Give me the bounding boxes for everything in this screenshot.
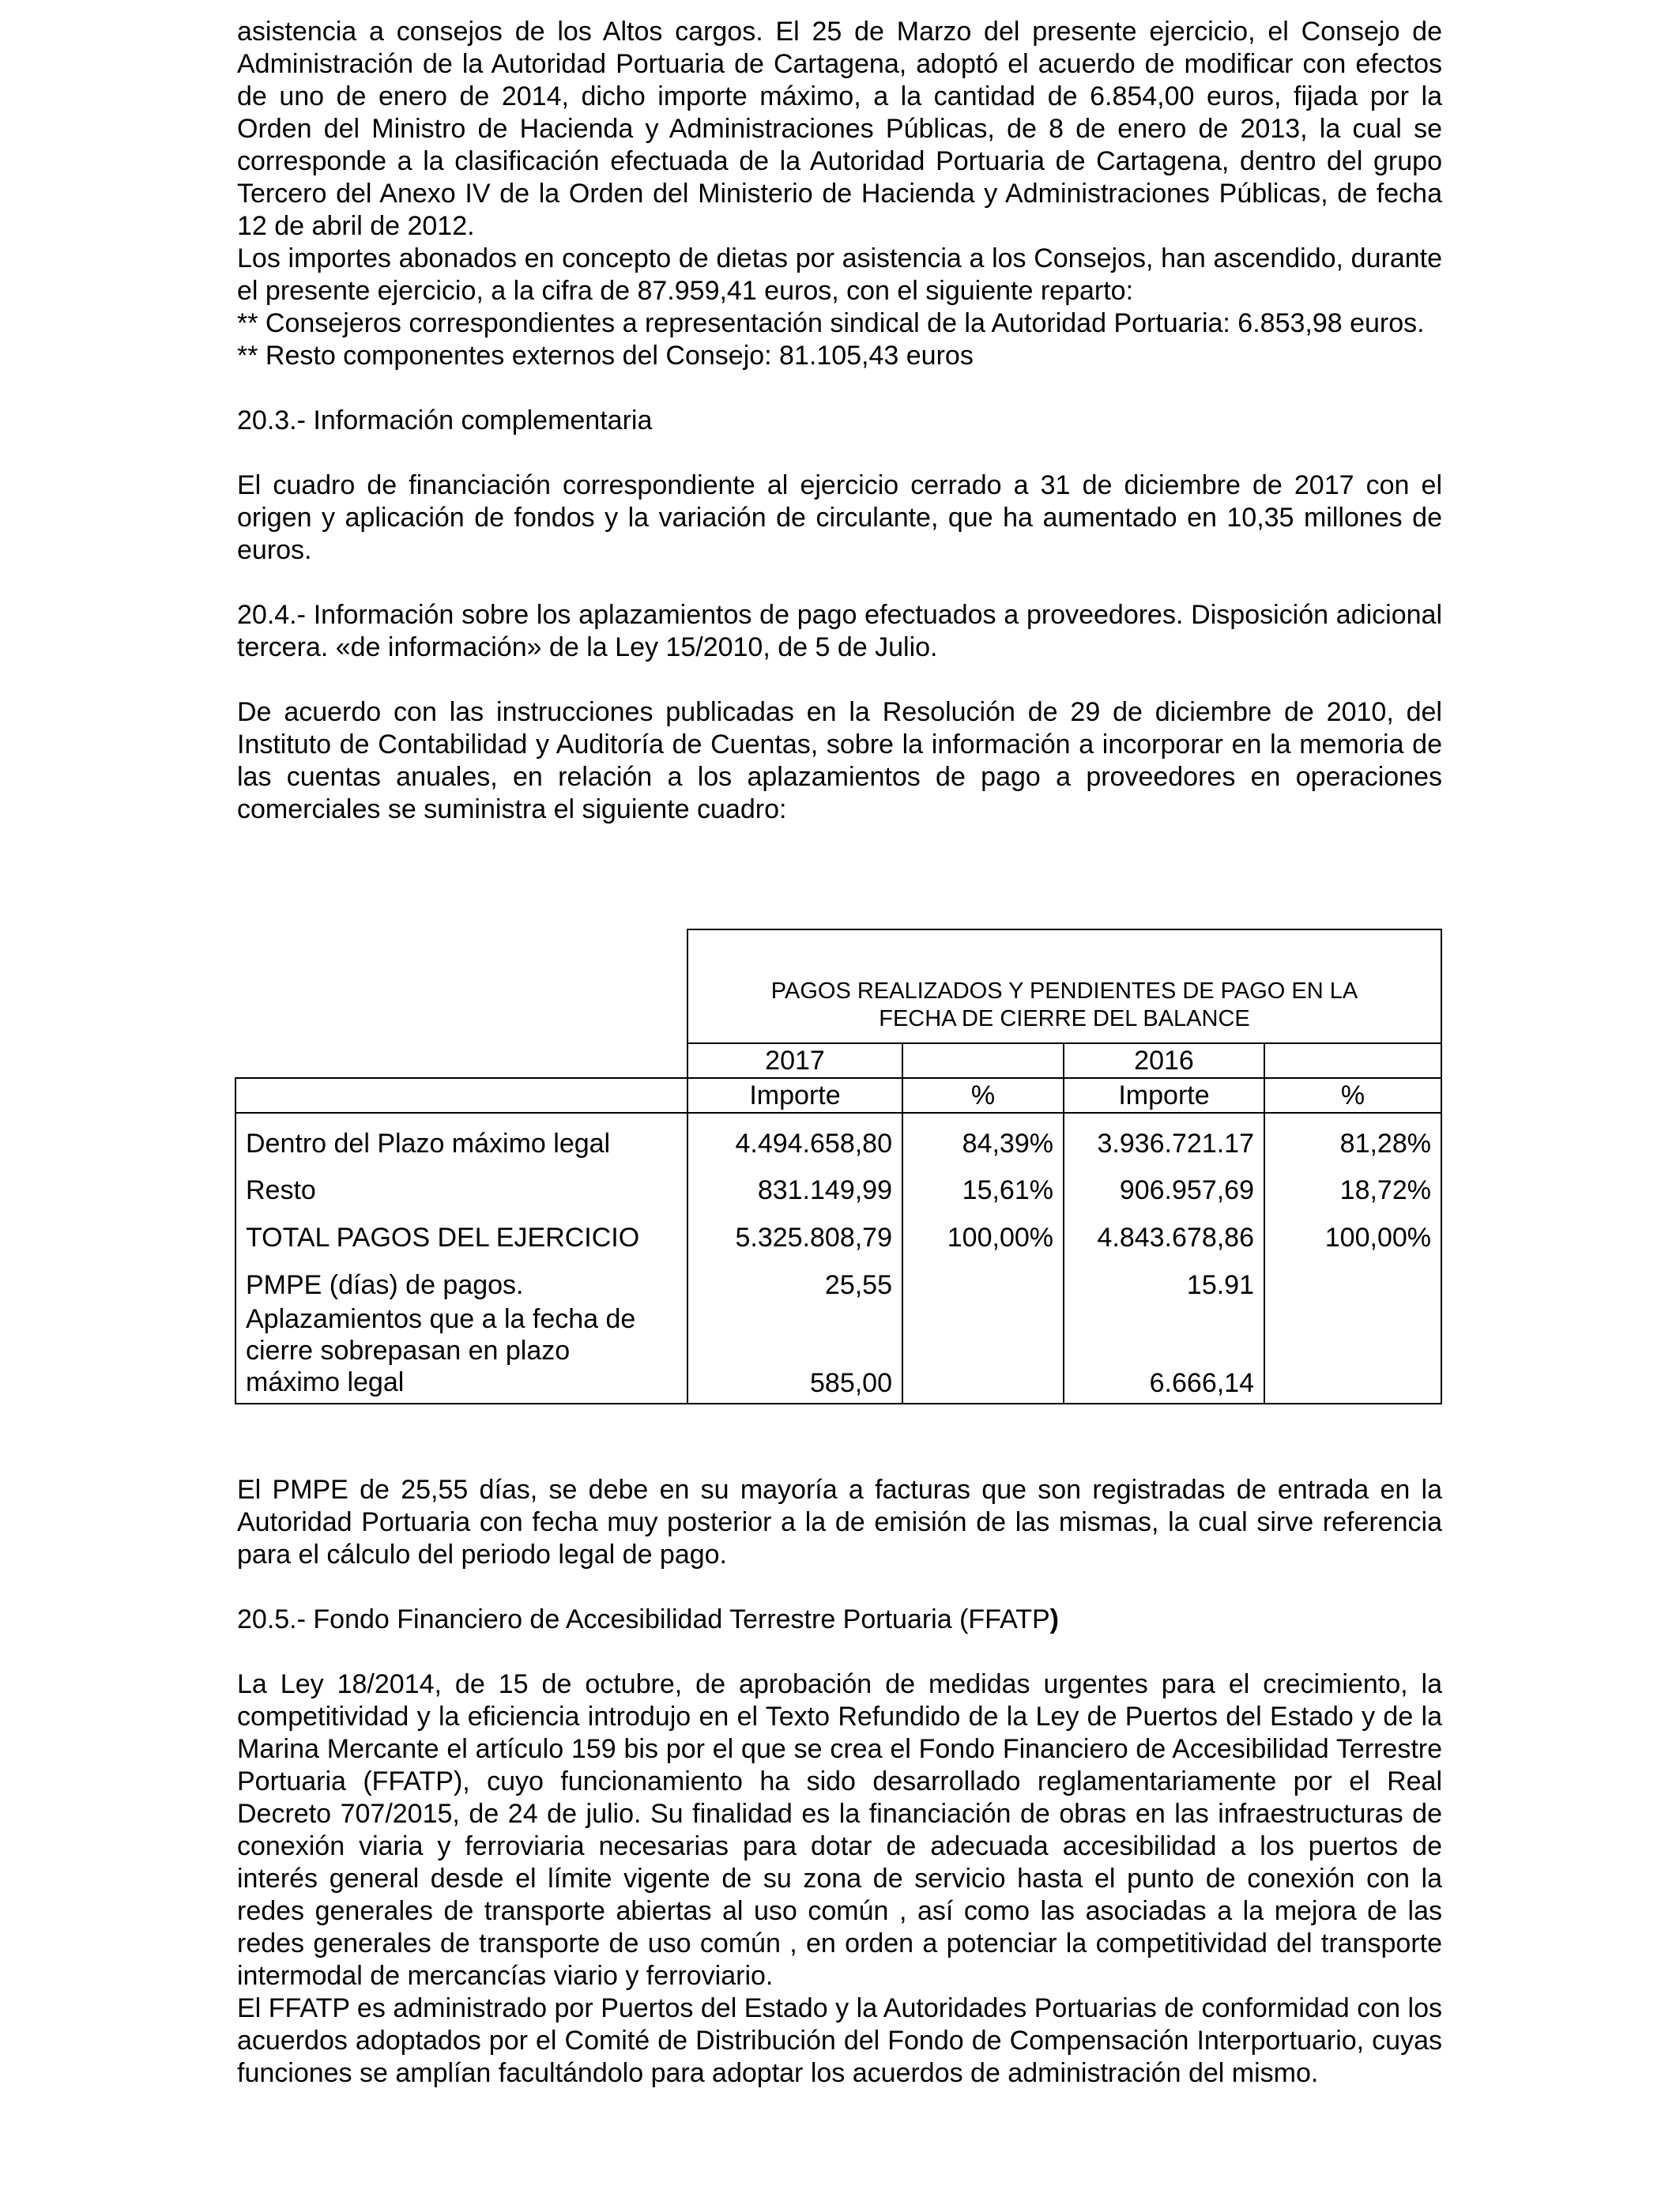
paragraph-instrucciones: De acuerdo con las instrucciones publicadas en la Resolución de 29 de diciembre de 2010, del Instituto de Contabilidad y Auditoría de Cuentas, sobre la información a incorporar en la memoria de las cuentas anuales, en relación a los aplazamientos de pago a proveedores en operaciones comerciales se suministra el siguiente cuadro: (237, 697, 1442, 824)
table-cell: 4.494.658,80 (735, 1129, 892, 1159)
table-year-2016: 2016 (1134, 1046, 1194, 1076)
table-row-label: Aplazamientos que a la fecha de cierre sobrepasan en plazo máximo legal (246, 1304, 636, 1397)
table-row-label: TOTAL PAGOS DEL EJERCICIO (246, 1223, 640, 1253)
table-row-label: PMPE (días) de pagos. (246, 1270, 524, 1300)
paragraph-pmpe: El PMPE de 25,55 días, se debe en su mayoría a facturas que son registradas de entrada en la Autoridad Portuaria con fecha muy posterior a la de emisión de las mismas, la cual sirve referencia para el cálculo del periodo legal de pago. (237, 1475, 1442, 1570)
payments-table (235, 929, 1442, 1403)
table-row-label: Resto (246, 1175, 316, 1205)
table-line-years (235, 1077, 1442, 1079)
paragraph-ffatp-administracion: El FFATP es administrado por Puertos del Estado y la Autoridades Portuarias de conformidad con los acuerdos adoptados por el Comité de Distribución del Fondo de Compensación Interportuario, cuyas funciones se amplían facultándolo para adoptar los acuerdos de administración del mismo. (237, 1993, 1442, 2088)
table-cell: 6.666,14 (1149, 1368, 1254, 1398)
table-cell: 100,00% (1324, 1223, 1431, 1253)
paragraph-consejeros-sindical: ** Consejeros correspondientes a representación sindical de la Autoridad Portuaria: 6.853,98 euros. (237, 308, 1425, 338)
table-cell: 100,00% (947, 1223, 1053, 1253)
heading-20-3: 20.3.- Información complementaria (237, 405, 653, 435)
table-cell: 831.149,99 (757, 1175, 892, 1205)
table-col-pct-2017: % (970, 1080, 996, 1110)
table-line-columns (235, 1112, 1442, 1114)
table-border-top (687, 929, 1442, 930)
table-cell: 585,00 (810, 1368, 892, 1398)
table-cell: 18,72% (1339, 1175, 1431, 1205)
table-col-importe-2017: Importe (749, 1080, 841, 1110)
table-cell: 5.325.808,79 (735, 1223, 892, 1253)
table-cell: 906.957,69 (1119, 1175, 1254, 1205)
table-row-label: Dentro del Plazo máximo legal (246, 1129, 611, 1159)
table-year-2017: 2017 (765, 1046, 825, 1076)
table-col-pct-2016: % (1340, 1080, 1365, 1110)
table-header-title: PAGOS REALIZADOS Y PENDIENTES DE PAGO EN LA FECHA DE CIERRE DEL BALANCE (770, 978, 1358, 1031)
paragraph-ley-18-2014: La Ley 18/2014, de 15 de octubre, de aprobación de medidas urgentes para el crecimiento, la competitividad y la eficiencia introdujo en el Texto Refundido de la Ley de Puertos del Estado y de la Marina Mercante el artículo 159 bis por el que se crea el Fondo Financiero de Accesibilidad Terrestre Portuaria (FFATP), cuyo funcionamiento ha sido desarrollado reglamentariamente por el Real Decreto 707/2015, de 24 de julio. Su finalidad es la financiación de obras en las infraestructuras de conexión viaria y ferroviaria necesarias para dotar de adecuada accesibilidad a los puertos de interés general desde el límite vigente de su zona de servicio hasta el punto de conexión con la redes generales de transporte abiertas al uso común , así como las asociadas a la mejora de las redes generales de transporte de uso común , en orden a potenciar la competitividad del transporte intermodal de mercancías viario y ferroviario. (237, 1669, 1442, 1991)
heading-20-5-text: 20.5.- Fondo Financiero de Accesibilidad Terrestre Portuaria (FFATP (237, 1604, 1050, 1634)
table-line-header (687, 1042, 1442, 1044)
table-cell: 25,55 (824, 1270, 892, 1300)
heading-20-5 (237, 1604, 1442, 1636)
table-cell: 3.936.721.17 (1097, 1129, 1254, 1159)
heading-20-4: 20.4.- Información sobre los aplazamientos de pago efectuados a proveedores. Disposición adicional tercera. «de información» de la Ley 15/2010, de 5 de Julio. (237, 600, 1442, 662)
paragraph-importes: Los importes abonados en concepto de dietas por asistencia a los Consejos, han ascendido, durante el presente ejercicio, a la cifra de 87.959,41 euros, con el siguiente reparto: (237, 243, 1442, 306)
table-col-importe-2016: Importe (1118, 1080, 1210, 1110)
heading-20-5-tail: ) (1049, 1604, 1059, 1634)
paragraph-cuadro-financiacion: El cuadro de financiación correspondiente al ejercicio cerrado a 31 de diciembre de 2017 con el origen y aplicación de fondos y la variación de circulante, que ha aumentado en 10,35 millones de euros. (237, 470, 1442, 565)
table-border-bottom (235, 1403, 1442, 1404)
table-cell: 15.91 (1186, 1270, 1254, 1300)
table-cell: 84,39% (962, 1129, 1053, 1159)
table-border-left (235, 1077, 236, 1404)
table-cell: 4.843.678,86 (1097, 1223, 1254, 1253)
table-cell: 81,28% (1339, 1129, 1431, 1159)
paragraph-dietas: asistencia a consejos de los Altos cargos. El 25 de Marzo del presente ejercicio, el Consejo de Administración de la Autoridad Portuaria de Cartagena, adoptó el acuerdo de modificar con efectos de uno de enero de 2014, dicho importe máximo, a la cantidad de 6.854,00 euros, fijada por la Orden del Ministro de Hacienda y Administraciones Públicas, de 8 de enero de 2013, la cual se corresponde a la clasificación efectuada de la Autoridad Portuaria de Cartagena, dentro del grupo Tercero del Anexo IV de la Orden del Ministerio de Hacienda y Administraciones Públicas, de fecha 12 de abril de 2012. (237, 17, 1442, 241)
paragraph-resto-componentes: ** Resto componentes externos del Consejo: 81.105,43 euros (237, 341, 974, 371)
document-page (237, 16, 1442, 2090)
table-cell: 15,61% (962, 1175, 1053, 1205)
